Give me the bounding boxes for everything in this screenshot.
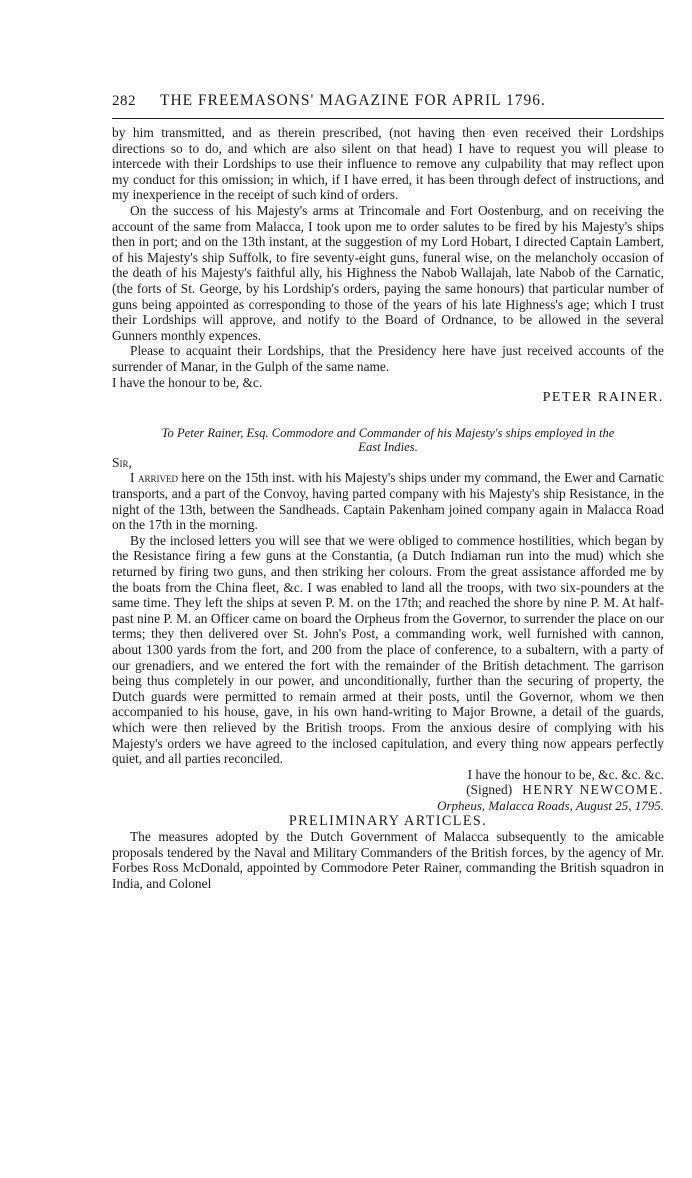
letter1-paragraph: On the success of his Majesty's arms at Trincomale and Fort Oostenburg, and on receiving the account of the same from Malacca, I took upon me to order salutes to be fired by his Majesty's ships then in port; and on the 13th instant, at the suggestion of my Lord Hobart, I directed Captain Lambert, of his Majesty's ship Suffolk, to fire seventy-eight guns, funeral wise, on the melancholy occasion of the death of his Majesty's faithful ally, his Highness the Nabob Wallajah, late Nabob of the Carnatic, (the forts of St. George, by his Lordship's orders, paying the same honours) that particular number of guns being appointed as corresponding to those of the years of his late Highness's age; which I trust their Lordships will approve, and notify to the Board of Ordnance, to be allowed in the several Gunners monthly expences.: [112, 202, 664, 343]
magazine-page: [112, 92, 666, 892]
letter1-paragraph: by him transmitted, and as therein prescribed, (not having then even received their Lordships directions so to do, and which are also silent on that head) I have to request you will please to intercede with their Lordships to use their influence to remove any culpability that may reflect upon my conduct for this omission; in which, if I have erred, it has been through defect of instructions, and my inexperience in the receipt of such kind of orders.: [112, 125, 664, 203]
letter1-closing: I have the honour to be, &c.: [112, 374, 263, 390]
signed-label: (Signed): [466, 782, 513, 798]
lead-word: I arrived: [130, 470, 178, 486]
letter2-paragraph: By the inclosed letters you will see that we were obliged to commence hostilities, which began by the Resistance firing a few guns at the Constantia, (a Dutch Indiaman run into the mud) which she returned by firing two guns, and then striking her colours. From the great assistance afforded me by the boats from the China fleet, &c. I was enabled to land all the troops, with two six-pounders at the same time. They left the ships at seven P. M. on the 17th; and reached the shore by nine P. M. At half-past nine P. M. an Officer came on board the Orpheus from the Governor, to surrender the place on our terms; they then delivered over St. John's Post, a commanding work, well furnished with cannon, about 1300 yards from the fort, and 200 from the place of conference, to a subaltern, with a party of our grenadiers, and we entered the fort with the remainder of the British detachment. The garrison being thus completely in our power, and unconditionally, further than the securing of property, the Dutch guards were permitted to remain armed at their posts, until the Governor, whom we then accompanied to his house, gave, in his own hand-writing to Major Browne, a detail of the guards, which were then relieved by the British troops. From the anxious desire of complying with his Majesty's orders we have agreed to the inclosed capitulation, and every thing now appears perfectly quiet, and all parties reconciled.: [112, 532, 664, 767]
address-line: To Peter Rainer, Esq. Commodore and Commander of his Majesty's ships employed in the: [161, 425, 615, 440]
header-rule: [112, 118, 664, 119]
body-text: [112, 125, 664, 892]
section-paragraph: The measures adopted by the Dutch Government of Malacca subsequently to the amicable proposals tendered by the Naval and Military Commanders of the British forces, by the agency of Mr. Forbes Ross McDonald, appointed by Commodore Peter Rainer, commanding the British squadron in India, and Colonel: [112, 829, 664, 891]
running-header: [112, 92, 666, 114]
section-heading: PRELIMINARY ARTICLES.: [288, 812, 488, 829]
address-line: East Indies.: [358, 440, 418, 455]
running-title: THE FREEMASONS' MAGAZINE FOR APRIL 1796.: [160, 92, 546, 109]
paragraph-text: here on the 15th inst. with his Majesty's ships under my command, the Ewer and Carnatic transports, and a part of the Convoy, having parted company with his Majesty's ship Resistance, in the night of the 13th, between the Sandheads. Captain Pakenham joined company again in Malacca Road on the 17th in the morning.: [112, 470, 665, 533]
letter2-signature: HENRY NEWCOME.: [522, 782, 664, 798]
letter1-signature: PETER RAINER.: [542, 390, 664, 406]
letter2-closing: I have the honour to be, &c. &c. &c.: [467, 766, 664, 782]
letter1-paragraph: Please to acquaint their Lordships, that the Presidency here have just received accounts of the surrender of Manar, in the Gulph of the same name.: [112, 343, 664, 374]
letter2-address: [112, 426, 664, 455]
letter2-paragraph: [112, 470, 664, 532]
letter2-place-date: Orpheus, Malacca Roads, August 25, 1795.: [437, 797, 664, 813]
letter2-salutation: Sir,: [112, 454, 132, 470]
page-number: 282: [112, 93, 136, 109]
letter2-signed: [112, 782, 664, 798]
